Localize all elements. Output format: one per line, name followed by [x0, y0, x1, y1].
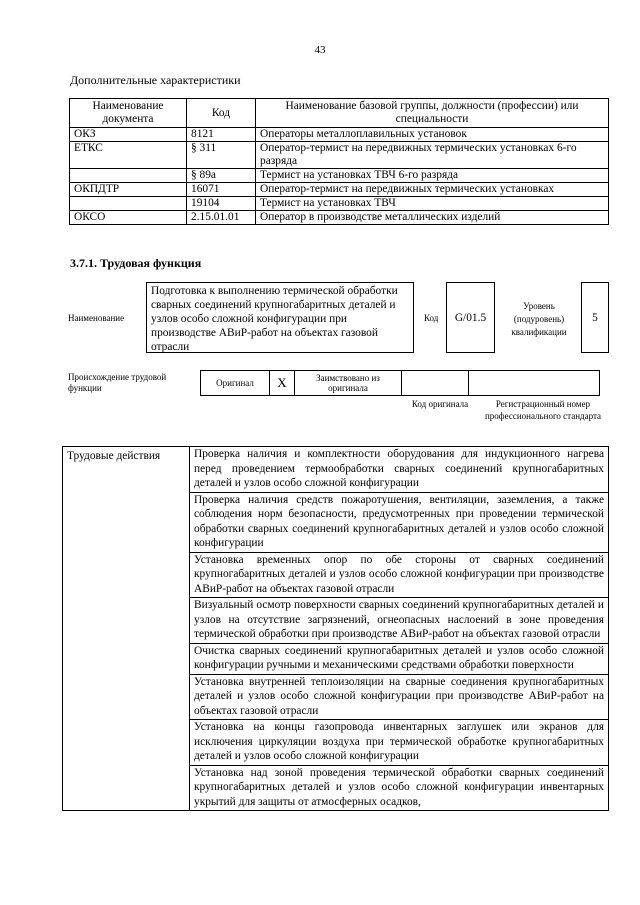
- function-name: Подготовка к выполнению термической обработки сварных соединений крупногабаритных деталей и узлов особо сложной конфигурации при производстве АВиР-работ на объектах газовой отрасли: [146, 282, 414, 353]
- origin-borrowed: Заимствовано из оригинала: [295, 371, 402, 396]
- function-code: G/01.5: [446, 282, 495, 353]
- cell-doc: ОКЗ: [70, 128, 187, 142]
- cell-name: Оператор-термист на передвижных термических установках: [256, 183, 609, 197]
- header-name: Наименование базовой группы, должности (профессии) или специальности: [256, 99, 609, 128]
- function-code-label: Код: [424, 313, 439, 323]
- table-row: [70, 169, 609, 183]
- table-row: [70, 197, 609, 211]
- origin-mark: X: [270, 371, 295, 396]
- cell-code: 16071: [187, 183, 256, 197]
- origin-original: Оригинал: [201, 371, 270, 396]
- table-row: [70, 211, 609, 225]
- labor-action: Установка временных опор по обе стороны от сварных соединений крупногабаритных деталей и узлов особо сложной конфигурации при производстве АВиР-работ на объектах газовой отрасли: [190, 552, 609, 598]
- origin-reg-cell: [469, 371, 600, 396]
- labor-action: Очистка сварных соединений крупногабаритных деталей и узлов особо сложной конфигурации ручными и механическими средствами обработки поверхности: [190, 643, 609, 674]
- cell-doc: ОКПДТР: [70, 183, 187, 197]
- subheading: Дополнительные характеристики: [70, 73, 241, 87]
- origin-reg-caption: Регистрационный номер профессионального стандарта: [484, 399, 602, 421]
- cell-doc: ЕТКС: [70, 142, 187, 169]
- table-row: [70, 142, 609, 169]
- page-number: 43: [314, 44, 326, 56]
- header-document: Наименование документа: [70, 99, 187, 128]
- origin-label: Происхождение трудовой функции: [68, 372, 167, 393]
- labor-action: Проверка наличия средств пожаротушения, вентиляции, заземления, а также соблюдения норм безопасности, предусмотренных при проведении термической обработки сварных соединений крупногабаритных деталей и узлов особо сложной конфигурации: [190, 492, 609, 552]
- cell-code: § 89а: [187, 169, 256, 183]
- cell-name: Оператор-термист на передвижных термических установках 6-го разряда: [256, 142, 609, 169]
- table-header-row: [70, 99, 609, 128]
- cell-name: Термист на установках ТВЧ 6-го разряда: [256, 169, 609, 183]
- cell-doc: [70, 197, 187, 211]
- cell-code: 2.15.01.01: [187, 211, 256, 225]
- labor-actions-table: [62, 446, 609, 811]
- cell-doc: ОКСО: [70, 211, 187, 225]
- cell-code: § 311: [187, 142, 256, 169]
- origin-code-cell: [402, 371, 469, 396]
- header-code: Код: [187, 99, 256, 128]
- cell-name: Операторы металлоплавильных установок: [256, 128, 609, 142]
- labor-action: Проверка наличия и комплектности оборудования для индукционного нагрева перед проведением термообработки сварных соединений крупногабаритных деталей и узлов особо сложной конфигурации: [190, 447, 609, 493]
- table-row: [70, 128, 609, 142]
- cell-code: 8121: [187, 128, 256, 142]
- labor-action: Установка внутренней теплоизоляции на сварные соединения крупногабаритных деталей и узлов особо сложной конфигурации при производстве АВиР-работ на объектах газовой отрасли: [190, 674, 609, 720]
- table-row: [70, 183, 609, 197]
- origin-row: [201, 371, 600, 396]
- cell-name: Оператор в производстве металлических изделий: [256, 211, 609, 225]
- qualification-level: 5: [581, 282, 609, 353]
- origin-table: [200, 370, 600, 396]
- origin-code-caption: Код оригинала: [411, 399, 469, 409]
- cell-code: 19104: [187, 197, 256, 211]
- cell-doc: [70, 169, 187, 183]
- cell-name: Термист на установках ТВЧ: [256, 197, 609, 211]
- classifier-table: [69, 98, 609, 225]
- labor-action: Установка над зоной проведения термической обработки сварных соединений крупногабаритных деталей и узлов особо сложной конфигурации инвентарных укрытий для защиты от атмосферных осадков,: [190, 765, 609, 811]
- function-name-label: Наименование: [68, 313, 125, 323]
- qualification-level-label: Уровень (подуровень) квалификации: [511, 301, 567, 337]
- table-row: [63, 447, 609, 493]
- labor-action: Установка на концы газопровода инвентарных заглушек или экранов для исключения циркуляции воздуха при термической обработке крупногабаритных деталей и узлов особо сложной конфигурации: [190, 720, 609, 766]
- section-title: 3.7.1. Трудовая функция: [70, 256, 202, 270]
- labor-action: Визуальный осмотр поверхности сварных соединений крупногабаритных деталей и узлов на отсутствие загрязнений, огнеопасных наслоений в зоне проведения термической обработки при производстве АВиР-работ на объектах газовой отрасли: [190, 598, 609, 644]
- labor-actions-label: Трудовые действия: [63, 447, 190, 811]
